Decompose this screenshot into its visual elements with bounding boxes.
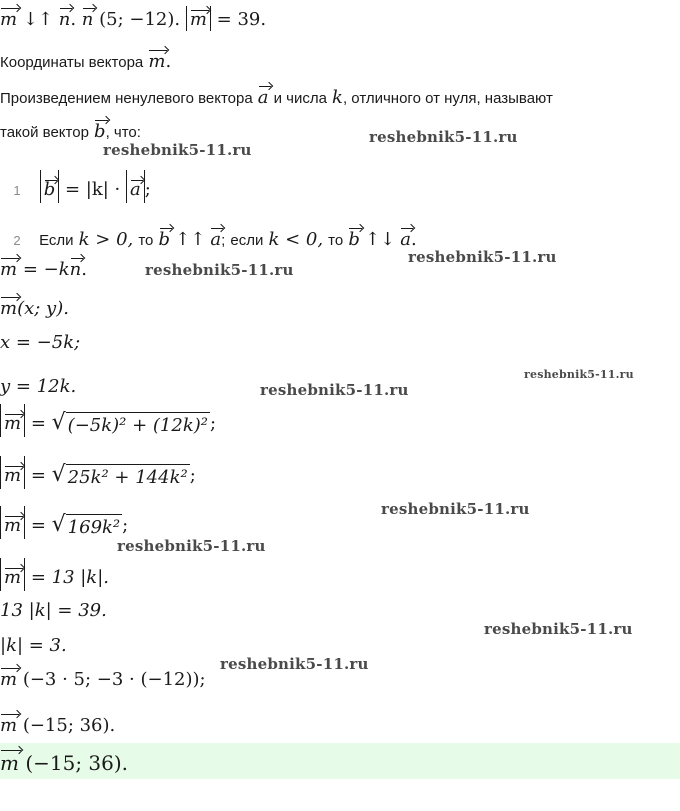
vector-n: n — [59, 6, 71, 30]
magnitude-formula: m = √ (−5k)² + (12k)² ; — [0, 404, 216, 437]
given-condition: m ↓↑ n. n (5; −12). m = 39. — [0, 6, 266, 31]
k-value: |k| = 3. — [0, 635, 67, 656]
y-equation: y = 12k. — [0, 376, 77, 397]
watermark: reshebnik5-11.ru — [524, 368, 634, 381]
magnitude-result: m = 13 |k|. — [0, 558, 109, 591]
k-equation: 13 |k| = 39. — [0, 600, 107, 621]
square-root: √ 25k² + 144k² — [51, 462, 188, 488]
magnitude-formula-3: m = √ 169k² ; — [0, 506, 128, 539]
watermark: reshebnik5-11.ru — [145, 261, 294, 279]
definition-text: Произведением ненулевого вектора a и числа k, отличного от нуля, называют — [0, 84, 553, 108]
list-number: 2 — [13, 233, 21, 248]
square-root: √ 169k² — [51, 512, 121, 538]
coordinates-heading: Координаты вектора m. — [0, 48, 171, 72]
n-coordinates: (5; −12). — [99, 9, 181, 30]
magnitude-b: b — [40, 170, 60, 203]
watermark: reshebnik5-11.ru — [103, 141, 252, 159]
vector-n: n — [82, 6, 94, 30]
definition-text-2: такой вектор b, что: — [0, 118, 141, 142]
list-number: 1 — [13, 183, 21, 198]
square-root: √ (−5k)² + (12k)² — [51, 410, 208, 436]
magnitude-m: m — [186, 6, 211, 31]
magnitude-formula-2: m = √ 25k² + 144k² ; — [0, 456, 196, 489]
watermark: reshebnik5-11.ru — [381, 500, 530, 518]
watermark: reshebnik5-11.ru — [260, 381, 409, 399]
m-result: m (−15; 36). — [0, 712, 115, 736]
watermark: reshebnik5-11.ru — [484, 620, 633, 638]
x-equation: x = −5k; — [0, 332, 81, 353]
antiparallel-sign: ↓↑ — [22, 9, 53, 30]
m-coordinates: m(x; y). — [0, 295, 69, 319]
m-substitution: m (−3 · 5; −3 · (−12)); — [0, 666, 206, 690]
watermark: reshebnik5-11.ru — [408, 248, 557, 266]
m-equals-minus-k-n: m = −kn. — [0, 256, 87, 280]
magnitude-a: a — [126, 170, 145, 203]
watermark: reshebnik5-11.ru — [117, 537, 266, 555]
vector-m: m — [0, 6, 17, 30]
definition-item-2: 2 Если k > 0, то b ↑↑ a; если k < 0, то b ↑↓ a. — [0, 226, 417, 250]
answer: m (−15; 36). — [0, 748, 128, 775]
watermark: reshebnik5-11.ru — [369, 128, 518, 146]
definition-item-1: 1 b = |k| · a ; — [0, 170, 151, 203]
watermark: reshebnik5-11.ru — [220, 655, 369, 673]
